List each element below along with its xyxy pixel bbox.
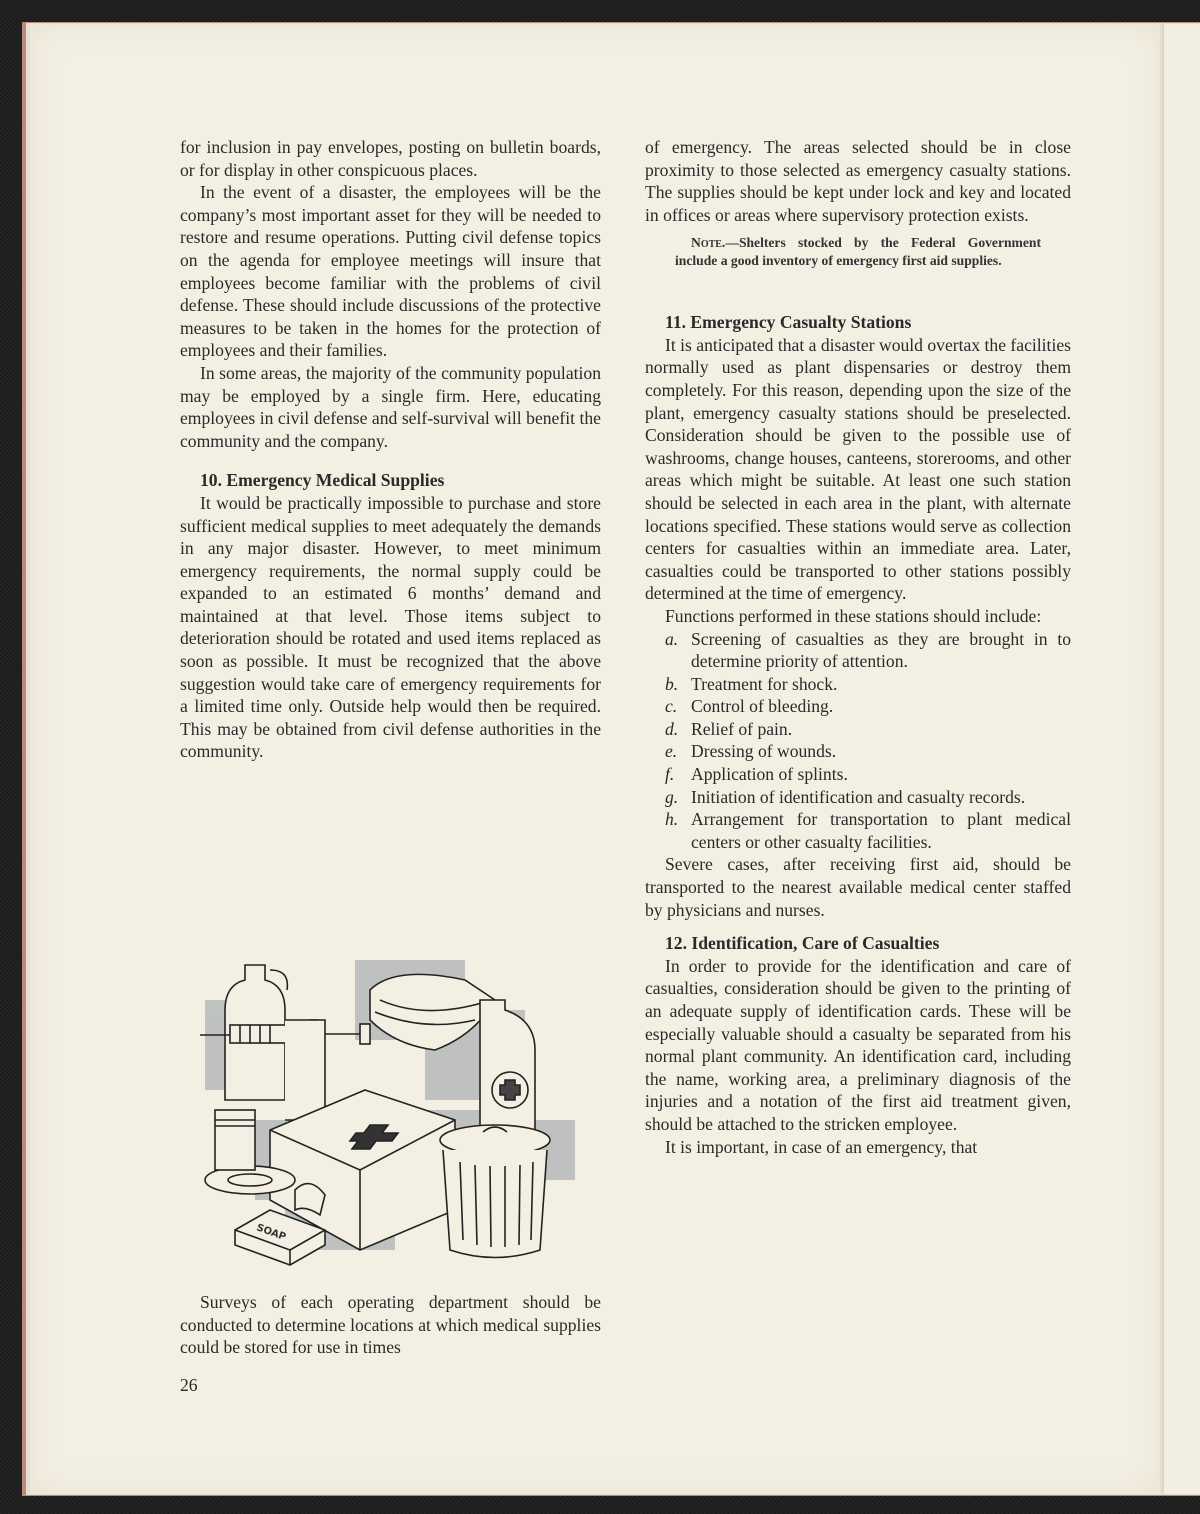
list-item-text: Application of splints. — [691, 764, 848, 785]
paragraph-functions-intro: Functions performed in these stations should include: — [665, 605, 1042, 626]
list-item — [645, 786, 1071, 809]
list-marker: c. — [665, 696, 678, 717]
medical-supplies-illustration — [195, 940, 595, 1275]
list-item-text: Relief of pain. — [691, 718, 793, 739]
list-item — [645, 673, 1071, 696]
paragraph-casualty-stations: It is anticipated that a disaster would overtax the facilities normally used as plant dispensaries or destroy them completely. For this reason, depending upon the size of the plant, emergency casualty stations should be preselected. Consideration should be given to the possible use of washrooms, change houses, canteens, storerooms, and other areas which might be suitable. At least one such station should be selected in each area in the plant, with alternate locations specified. These stations would serve as collection centers for casualties within an immediate area. Later, casualties could be transported to other stations possibly determined at the time of emergency. — [645, 334, 1071, 604]
facing-page-edge — [1162, 24, 1200, 1494]
list-marker: d. — [665, 718, 679, 739]
soap-label: SOAP — [254, 1222, 288, 1244]
paragraph-medical-supplies: It would be practically impossible to purchase and store sufficient medical supplies to meet adequately the demands in any major disaster. However, to meet minimum emergency requirements, the normal supply could be expanded to an estimated 6 months’ demand and maintained at that level. Those items subject to deterioration should be rotated and used items replaced as soon as possible. It must be recognized that the above suggestion would take care of emergency requirements for a limited time only. Outside help would then be required. This may be obtained from civil defense authorities in the community. — [180, 492, 601, 762]
list-item — [645, 628, 1071, 673]
list-item-text: Initiation of identification and casualty records. — [691, 786, 1026, 807]
list-item — [645, 808, 1071, 853]
right-column — [645, 136, 1071, 1158]
section-heading-10: 10. Emergency Medical Supplies — [200, 470, 445, 491]
list-item — [645, 740, 1071, 763]
note-text: —Shelters stocked by the Federal Government include a good inventory of emergency first aid supplies. — [675, 235, 1041, 268]
list-item — [645, 763, 1071, 786]
bottle-with-cross-icon — [480, 1000, 535, 1140]
page-number: 26 — [180, 1375, 198, 1395]
paragraph-community: In some areas, the majority of the community population may be employed by a single firm. Here, educating employees in civil defense and self-survival will benefit the community and the company. — [180, 362, 601, 451]
list-item — [645, 695, 1071, 718]
note-label: Note. — [691, 235, 726, 251]
trash-can-icon — [440, 1125, 550, 1258]
paragraph-continued-right: of emergency. The areas selected should be in close proximity to those selected as emergency casualty stations. The supplies should be kept under lock and key and located in offices or areas where supervisory protection exists. — [645, 137, 1071, 225]
list-marker: f. — [665, 764, 675, 785]
list-item-text: Dressing of wounds. — [691, 741, 837, 762]
list-item-text: Arrangement for transportation to plant medical centers or other casualty facilities. — [691, 809, 1071, 852]
left-column-bottom — [180, 1291, 601, 1359]
left-column — [180, 136, 601, 763]
section-heading-11: 11. Emergency Casualty Stations — [665, 312, 912, 333]
list-item-text: Control of bleeding. — [691, 696, 834, 717]
paragraph-employees-asset: In the event of a disaster, the employees will be the company’s most important asset for they will be needed to restore and resume operations. Putting civil defense topics on the agenda for employee meetings will insure that employees become familiar with the problems of civil defense. These should include discussions of the protective measures to be taken in the homes for the protection of employees and their families. — [180, 182, 601, 361]
paragraph-important: It is important, in case of an emergency, that — [665, 1136, 978, 1157]
paragraph-continued: for inclusion in pay envelopes, posting on bulletin boards, or for display in other conspicuous places. — [180, 137, 601, 180]
list-marker: h. — [665, 809, 679, 830]
note-block — [675, 234, 1041, 269]
list-marker: b. — [665, 673, 679, 694]
paragraph-identification: In order to provide for the identification and care of casualties, consideration should be given to the printing of an adequate supply of identification cards. These will be especially valuable should a casualty be separated from his normal plant community. An identification card, including the name, working area, a preliminary diagnosis of the injuries and a notation of the first aid treatment given, should be attached to the stricken employee. — [645, 955, 1071, 1134]
section-heading-12: 12. Identification, Care of Casualties — [665, 933, 940, 954]
paragraph-severe-cases: Severe cases, after receiving first aid, should be transported to the nearest available medical center staffed by physicians and nurses. — [645, 854, 1071, 920]
functions-list — [645, 628, 1071, 854]
list-item-text: Treatment for shock. — [691, 673, 838, 694]
list-marker: g. — [665, 786, 679, 807]
list-marker: e. — [665, 741, 678, 762]
list-marker: a. — [665, 628, 679, 649]
list-item — [645, 718, 1071, 741]
list-item-text: Screening of casualties as they are brought in to determine priority of attention. — [691, 628, 1071, 672]
beaker-icon — [285, 1020, 325, 1120]
paragraph-surveys: Surveys of each operating department should be conducted to determine locations at which medical supplies could be stored for use in times — [180, 1292, 601, 1358]
